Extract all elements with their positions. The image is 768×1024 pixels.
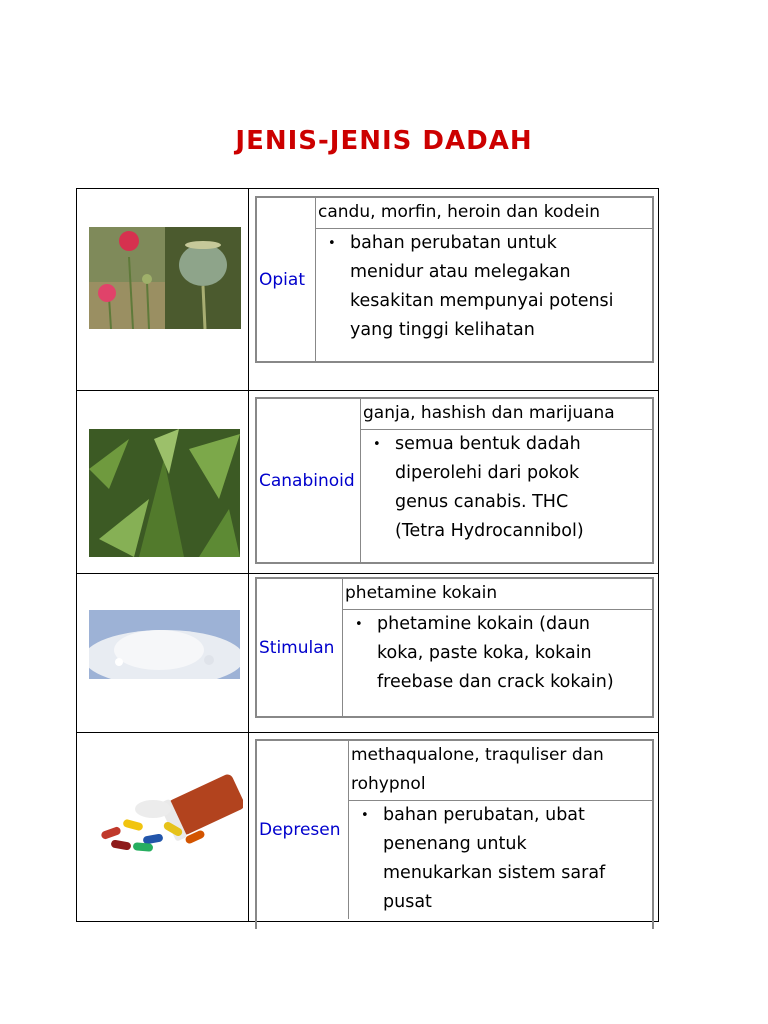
drug-description: • bahan perubatan untuk menidur atau melegakan kesakitan mempunyai potensi yang tinggi kelihatan <box>328 233 614 340</box>
drug-names: candu, morfin, heroin dan kodein <box>316 198 652 229</box>
canabinoid-info-box <box>255 397 654 564</box>
drug-types-table <box>76 188 659 922</box>
row-divider <box>77 573 658 574</box>
category-label: Opiat <box>257 198 316 361</box>
category-label: Depresen <box>257 741 349 919</box>
drug-names: ganja, hashish dan marijuana <box>361 399 652 430</box>
row-divider <box>77 732 658 733</box>
column-divider <box>248 189 249 921</box>
pill-bottle-capsules-photo <box>93 769 243 859</box>
depresen-info-box <box>255 739 654 929</box>
opiat-info-box <box>255 196 654 363</box>
white-powder-photo <box>89 610 240 679</box>
row-divider <box>77 390 658 391</box>
drug-description: • semua bentuk dadah diperolehi dari pokok genus canabis. THC (Tetra Hydrocannibol) <box>373 434 584 541</box>
drug-names: phetamine kokain <box>343 579 652 610</box>
page-title: JENIS-JENIS DADAH <box>235 126 533 156</box>
category-label: Stimulan <box>257 579 343 716</box>
category-label: Canabinoid <box>257 399 361 562</box>
stimulan-info-box <box>255 577 654 718</box>
drug-description: • bahan perubatan, ubat penenang untuk menukarkan sistem saraf pusat <box>361 805 606 912</box>
drug-names: methaqualone, traquliser dan rohypnol <box>349 741 652 801</box>
drug-description: • phetamine kokain (daun koka, paste koka, kokain freebase dan crack kokain) <box>355 614 614 692</box>
cannabis-plant-photo <box>89 429 240 557</box>
poppy-flower-and-pod-photo <box>89 227 241 329</box>
